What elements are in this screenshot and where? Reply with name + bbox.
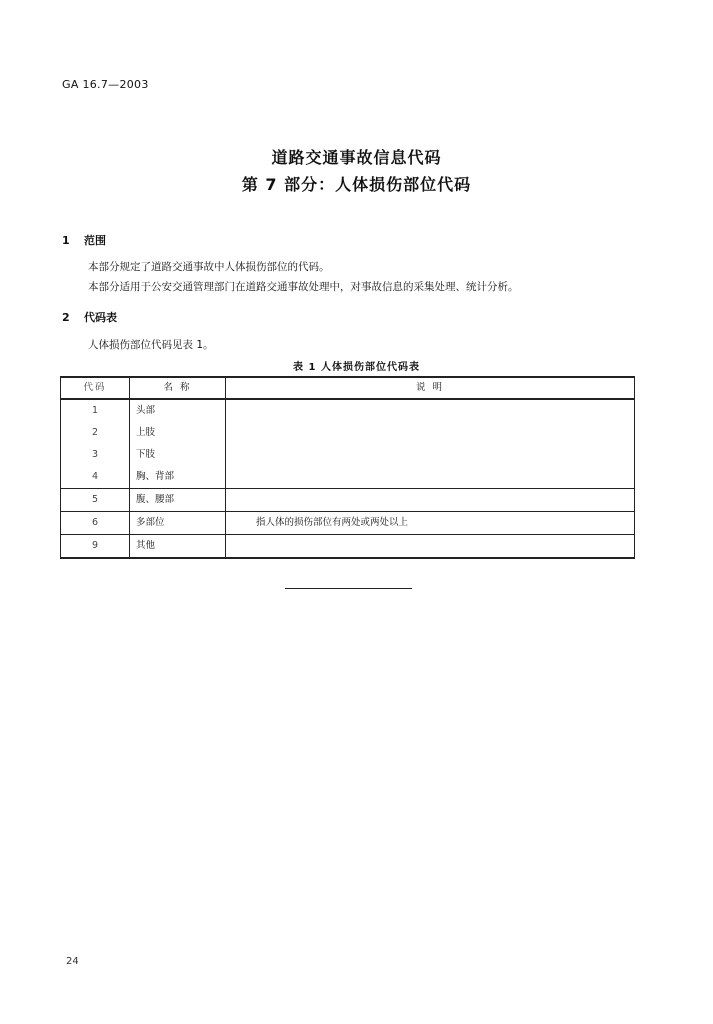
page-number: 24 <box>66 956 79 967</box>
code-table-paragraph: 人体损伤部位代码见表 1。 <box>88 339 214 351</box>
row-code: 3 <box>61 444 130 466</box>
row-name: 下肢 <box>130 444 226 466</box>
table-row <box>61 535 635 559</box>
table-row <box>61 489 635 512</box>
row-name: 多部位 <box>130 512 226 535</box>
row-description <box>226 489 635 512</box>
row-code: 1 <box>61 399 130 422</box>
scope-paragraph-1: 本部分规定了道路交通事故中人体损伤部位的代码。 <box>88 261 330 273</box>
end-of-document-rule <box>285 588 412 589</box>
document-title: 道路交通事故信息代码 <box>271 148 442 167</box>
table-row <box>61 512 635 535</box>
row-description <box>226 535 635 559</box>
header-name: 名 称 <box>130 377 226 399</box>
code-table <box>60 376 635 559</box>
row-description <box>226 399 635 422</box>
row-name: 上肢 <box>130 422 226 444</box>
row-description <box>226 422 635 444</box>
section-title: 代码表 <box>84 311 117 324</box>
header-description: 说 明 <box>226 377 635 399</box>
row-code: 4 <box>61 466 130 489</box>
row-description <box>226 444 635 466</box>
document-subtitle: 第 7 部分：人体损伤部位代码 <box>241 175 472 194</box>
section-title: 范围 <box>84 234 106 247</box>
row-code: 5 <box>61 489 130 512</box>
section-heading-scope <box>62 232 106 248</box>
table-header-row <box>61 377 635 399</box>
row-code: 9 <box>61 535 130 559</box>
row-name: 其他 <box>130 535 226 559</box>
table-row <box>61 422 635 444</box>
table-row <box>61 399 635 422</box>
scope-paragraph-2: 本部分适用于公安交通管理部门在道路交通事故处理中，对事故信息的采集处理、统计分析。 <box>88 281 519 293</box>
table-row <box>61 466 635 489</box>
section-number: 2 <box>62 311 70 324</box>
row-code: 6 <box>61 512 130 535</box>
section-number: 1 <box>62 234 70 247</box>
row-description: 指人体的损伤部位有两处或两处以上 <box>226 512 635 535</box>
row-code: 2 <box>61 422 130 444</box>
section-heading-code-table <box>62 309 117 325</box>
row-name: 头部 <box>130 399 226 422</box>
header-code: 代码 <box>61 377 130 399</box>
table-row <box>61 444 635 466</box>
row-name: 胸、背部 <box>130 466 226 489</box>
table-caption: 表 1 人体损伤部位代码表 <box>293 362 420 373</box>
standard-code: GA 16.7—2003 <box>62 78 149 91</box>
row-name: 腹、腰部 <box>130 489 226 512</box>
row-description <box>226 466 635 489</box>
